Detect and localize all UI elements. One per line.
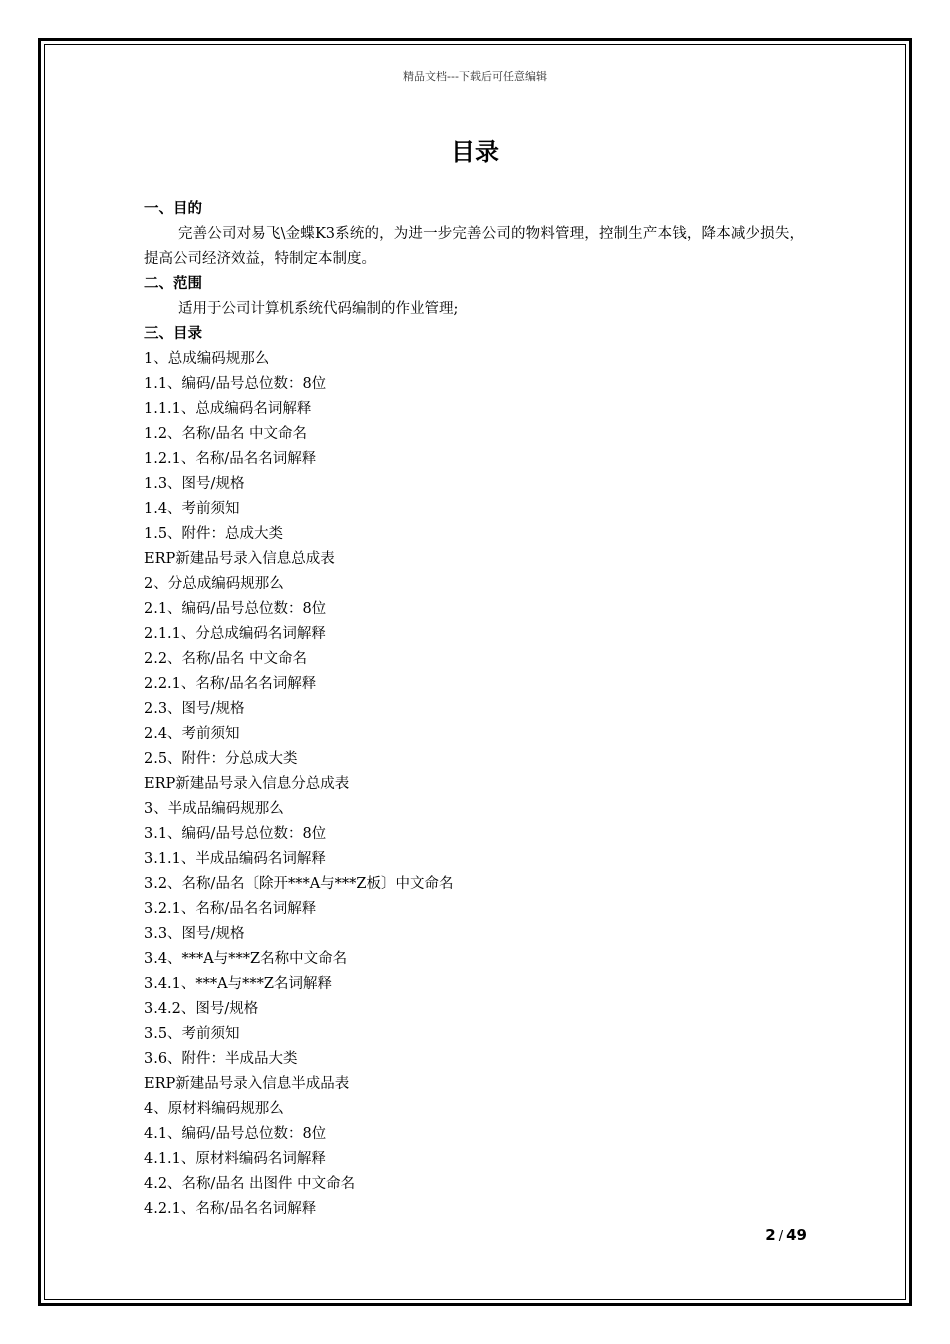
- toc-item: 2.1.1、分总成编码名词解释: [144, 626, 326, 642]
- toc-item: 2.2、名称/品名 中文命名: [144, 651, 308, 667]
- page-title: 目录: [451, 138, 499, 166]
- toc-item: ERP新建品号录入信息半成品表: [144, 1076, 350, 1092]
- toc-item: 4.1、编码/品号总位数：8位: [144, 1126, 327, 1142]
- toc-item: 3.2.1、名称/品名名词解释: [144, 901, 317, 917]
- toc-item: 4.1.1、原材料编码名词解释: [144, 1151, 326, 1167]
- toc-item: 3.2、名称/品名〔除开***A与***Z板〕中文命名: [144, 876, 454, 892]
- page-current: 2: [765, 1226, 776, 1244]
- toc-item: 2.1、编码/品号总位数：8位: [144, 601, 327, 617]
- toc-item: 3.4.2、图号/规格: [144, 1001, 259, 1017]
- toc-item: 2.2.1、名称/品名名词解释: [144, 676, 317, 692]
- toc-item: 1.2、名称/品名 中文命名: [144, 426, 308, 442]
- toc-item: 1.3、图号/规格: [144, 476, 245, 492]
- toc-item: 3.4.1、***A与***Z名词解释: [144, 976, 332, 992]
- toc-heading: 三、目录: [144, 326, 202, 342]
- toc-item: 1、总成编码规那么: [144, 351, 270, 367]
- page-total: 49: [786, 1226, 807, 1244]
- toc-item: 4.2、名称/品名 出图件 中文命名: [144, 1176, 356, 1192]
- toc-item: 1.2.1、名称/品名名词解释: [144, 451, 317, 467]
- purpose-text: 完善公司对易飞\金蝶K3系统的，为进一步完善公司的物料管理，控制生产本钱，降本减少损失，提高公司经济效益，特制定本制度。: [144, 226, 804, 267]
- toc-item: ERP新建品号录入信息分总成表: [144, 776, 350, 792]
- toc-item: ERP新建品号录入信息总成表: [144, 551, 335, 567]
- toc-item: 4.2.1、名称/品名名词解释: [144, 1201, 317, 1217]
- scope-heading: 二、范围: [144, 276, 202, 292]
- toc-item: 4、原材料编码规那么: [144, 1101, 284, 1117]
- page-number: [690, 1226, 807, 1244]
- toc-item: 1.1.1、总成编码名词解释: [144, 401, 312, 417]
- toc-item: 2、分总成编码规那么: [144, 576, 284, 592]
- scope-text: 适用于公司计算机系统代码编制的作业管理;: [178, 301, 459, 317]
- toc-item: 2.3、图号/规格: [144, 701, 245, 717]
- toc-item: 3.4、***A与***Z名称中文命名: [144, 951, 348, 967]
- toc-item: 2.5、附件：分总成大类: [144, 751, 298, 767]
- header-note: 精品文档---下载后可任意编辑: [403, 70, 547, 83]
- toc-item: 3.3、图号/规格: [144, 926, 245, 942]
- page-separator: /: [778, 1229, 784, 1244]
- toc-item: 3.1.1、半成品编码名词解释: [144, 851, 326, 867]
- toc-item: 3.1、编码/品号总位数：8位: [144, 826, 327, 842]
- purpose-heading: 一、目的: [144, 201, 202, 217]
- toc-item: 2.4、考前须知: [144, 726, 240, 742]
- toc-item: 3、半成品编码规那么: [144, 801, 284, 817]
- toc-item: 3.6、附件：半成品大类: [144, 1051, 298, 1067]
- toc-item: 1.4、考前须知: [144, 501, 240, 517]
- toc-item: 3.5、考前须知: [144, 1026, 240, 1042]
- toc-list: [144, 347, 804, 1222]
- document-body: [144, 197, 804, 1222]
- toc-item: 1.5、附件：总成大类: [144, 526, 284, 542]
- toc-item: 1.1、编码/品号总位数：8位: [144, 376, 327, 392]
